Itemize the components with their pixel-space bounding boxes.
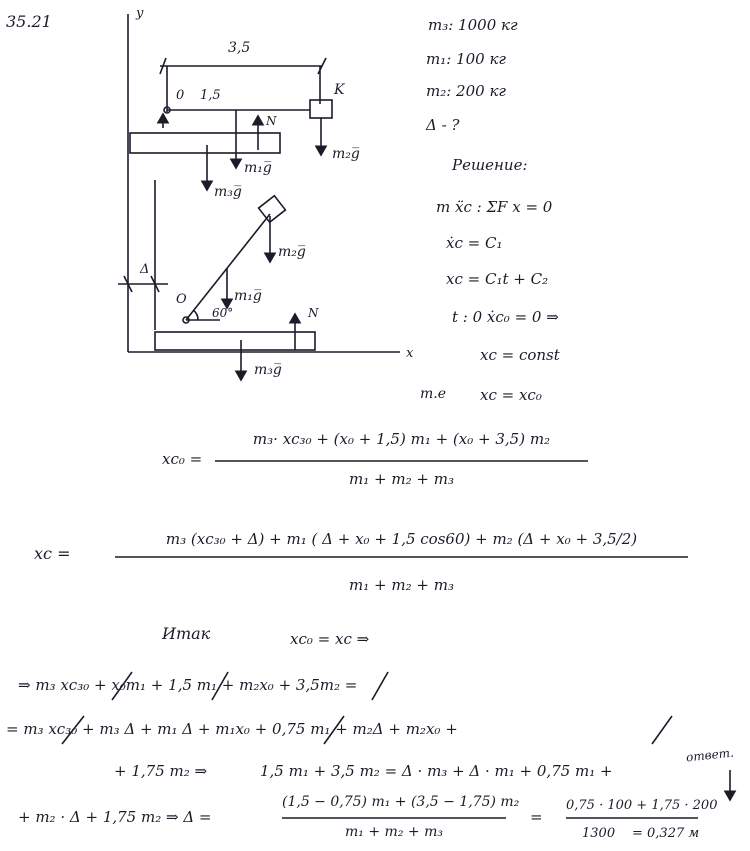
xc-denominator: m₁ + m₂ + m₃ (349, 576, 454, 594)
block-k-top (310, 100, 332, 118)
solution-line-6-right: xc = xc₀ (480, 386, 542, 404)
expansion-line-b: = m₃ xc₃₀ + m₃ Δ + m₁ Δ + m₁x₀ + 0,75 m₁ + m₂Δ + m₂x₀ + (6, 720, 458, 738)
solution-heading: Решение: (452, 156, 528, 174)
axis-y-label: y (136, 6, 144, 21)
answer-label: ответ. (685, 745, 735, 765)
angle-label: 60° (212, 306, 234, 320)
expansion-line-c2: 1,5 m₁ + 3,5 m₂ = Δ · m₃ + Δ · m₁ + 0,75 m₁ + (260, 762, 613, 780)
force-n-bottom-label: N (308, 306, 319, 320)
solution-line-3: xc = C₁t + C₂ (446, 270, 549, 288)
numeric-denominator: 1300 (582, 826, 616, 841)
xc0-numerator: m₃· xc₃₀ + (x₀ + 1,5) m₁ + (x₀ + 3,5) m₂ (252, 430, 551, 448)
result-value: = 0,327 м (632, 826, 700, 841)
equals-sign: = (530, 808, 543, 826)
expansion-line-d: + m₂ · Δ + 1,75 m₂ ⇒ Δ = (18, 808, 212, 826)
xc-numerator: m₃ (xc₃₀ + Δ) + m₁ ( Δ + x₀ + 1,5 cos60) + m₂ (Δ + x₀ + 3,5/2) (165, 530, 638, 548)
m3g-top-label: m₃g̅ (214, 184, 242, 200)
solution-line-1: m ẍc : ΣF x = 0 (436, 198, 553, 216)
expansion-line-a: ⇒ m₃ xc₃₀ + x₀m₁ + 1,5 m₁ + m₂x₀ + 3,5m₂ = (18, 676, 358, 694)
solution-line-5: xc = const (480, 346, 560, 364)
given-m3: m₃: 1000 кг (428, 16, 518, 34)
numeric-numerator: 0,75 · 100 + 1,75 · 200 (566, 798, 718, 813)
itak-equation: xc₀ = xc ⇒ (290, 630, 370, 648)
given-m1: m₁: 100 кг (426, 50, 506, 68)
xc0-lhs: xc₀ = (162, 450, 203, 468)
delta-numerator: (1,5 − 0,75) m₁ + (3,5 − 1,75) m₂ (282, 794, 520, 810)
dim-origin-label: 0 (176, 88, 185, 103)
given-m2: m₂: 200 кг (426, 82, 506, 100)
origin-o-label: O (176, 292, 187, 307)
given-find: Δ - ? (426, 116, 460, 134)
force-n-top-label: N (266, 114, 277, 128)
delta-denominator: m₁ + m₂ + m₃ (345, 824, 443, 840)
rod-inclined (186, 214, 270, 320)
m2g-bottom-label: m₂g̅ (278, 244, 306, 260)
itak-label: Итак (162, 624, 211, 643)
solution-line-2: ẋc = C₁ (446, 234, 503, 252)
xc0-denominator: m₁ + m₂ + m₃ (349, 470, 454, 488)
axis-x-label: x (406, 346, 414, 361)
m3g-bottom-label: m₃g̅ (254, 362, 282, 378)
problem-number: 35.21 (6, 12, 52, 31)
block-k-label: K (334, 82, 345, 98)
block-bottom (259, 196, 286, 222)
solution-line-4: t : 0 ẋc₀ = 0 ⇒ (452, 308, 559, 326)
solution-line-6-left: т.е (420, 386, 447, 402)
xc-lhs: xc = (34, 544, 71, 563)
platform-bottom (155, 332, 315, 350)
m1g-top-label: m₁g̅ (244, 160, 272, 176)
expansion-line-c1: + 1,75 m₂ ⇒ (114, 762, 208, 780)
m2g-top-label: m₂g̅ (332, 146, 360, 162)
dim-total-label: 3,5 (228, 40, 251, 56)
m1g-bottom-label: m₁g̅ (234, 288, 262, 304)
dim-mid-label: 1,5 (200, 88, 221, 103)
delta-label: Δ (140, 262, 150, 277)
